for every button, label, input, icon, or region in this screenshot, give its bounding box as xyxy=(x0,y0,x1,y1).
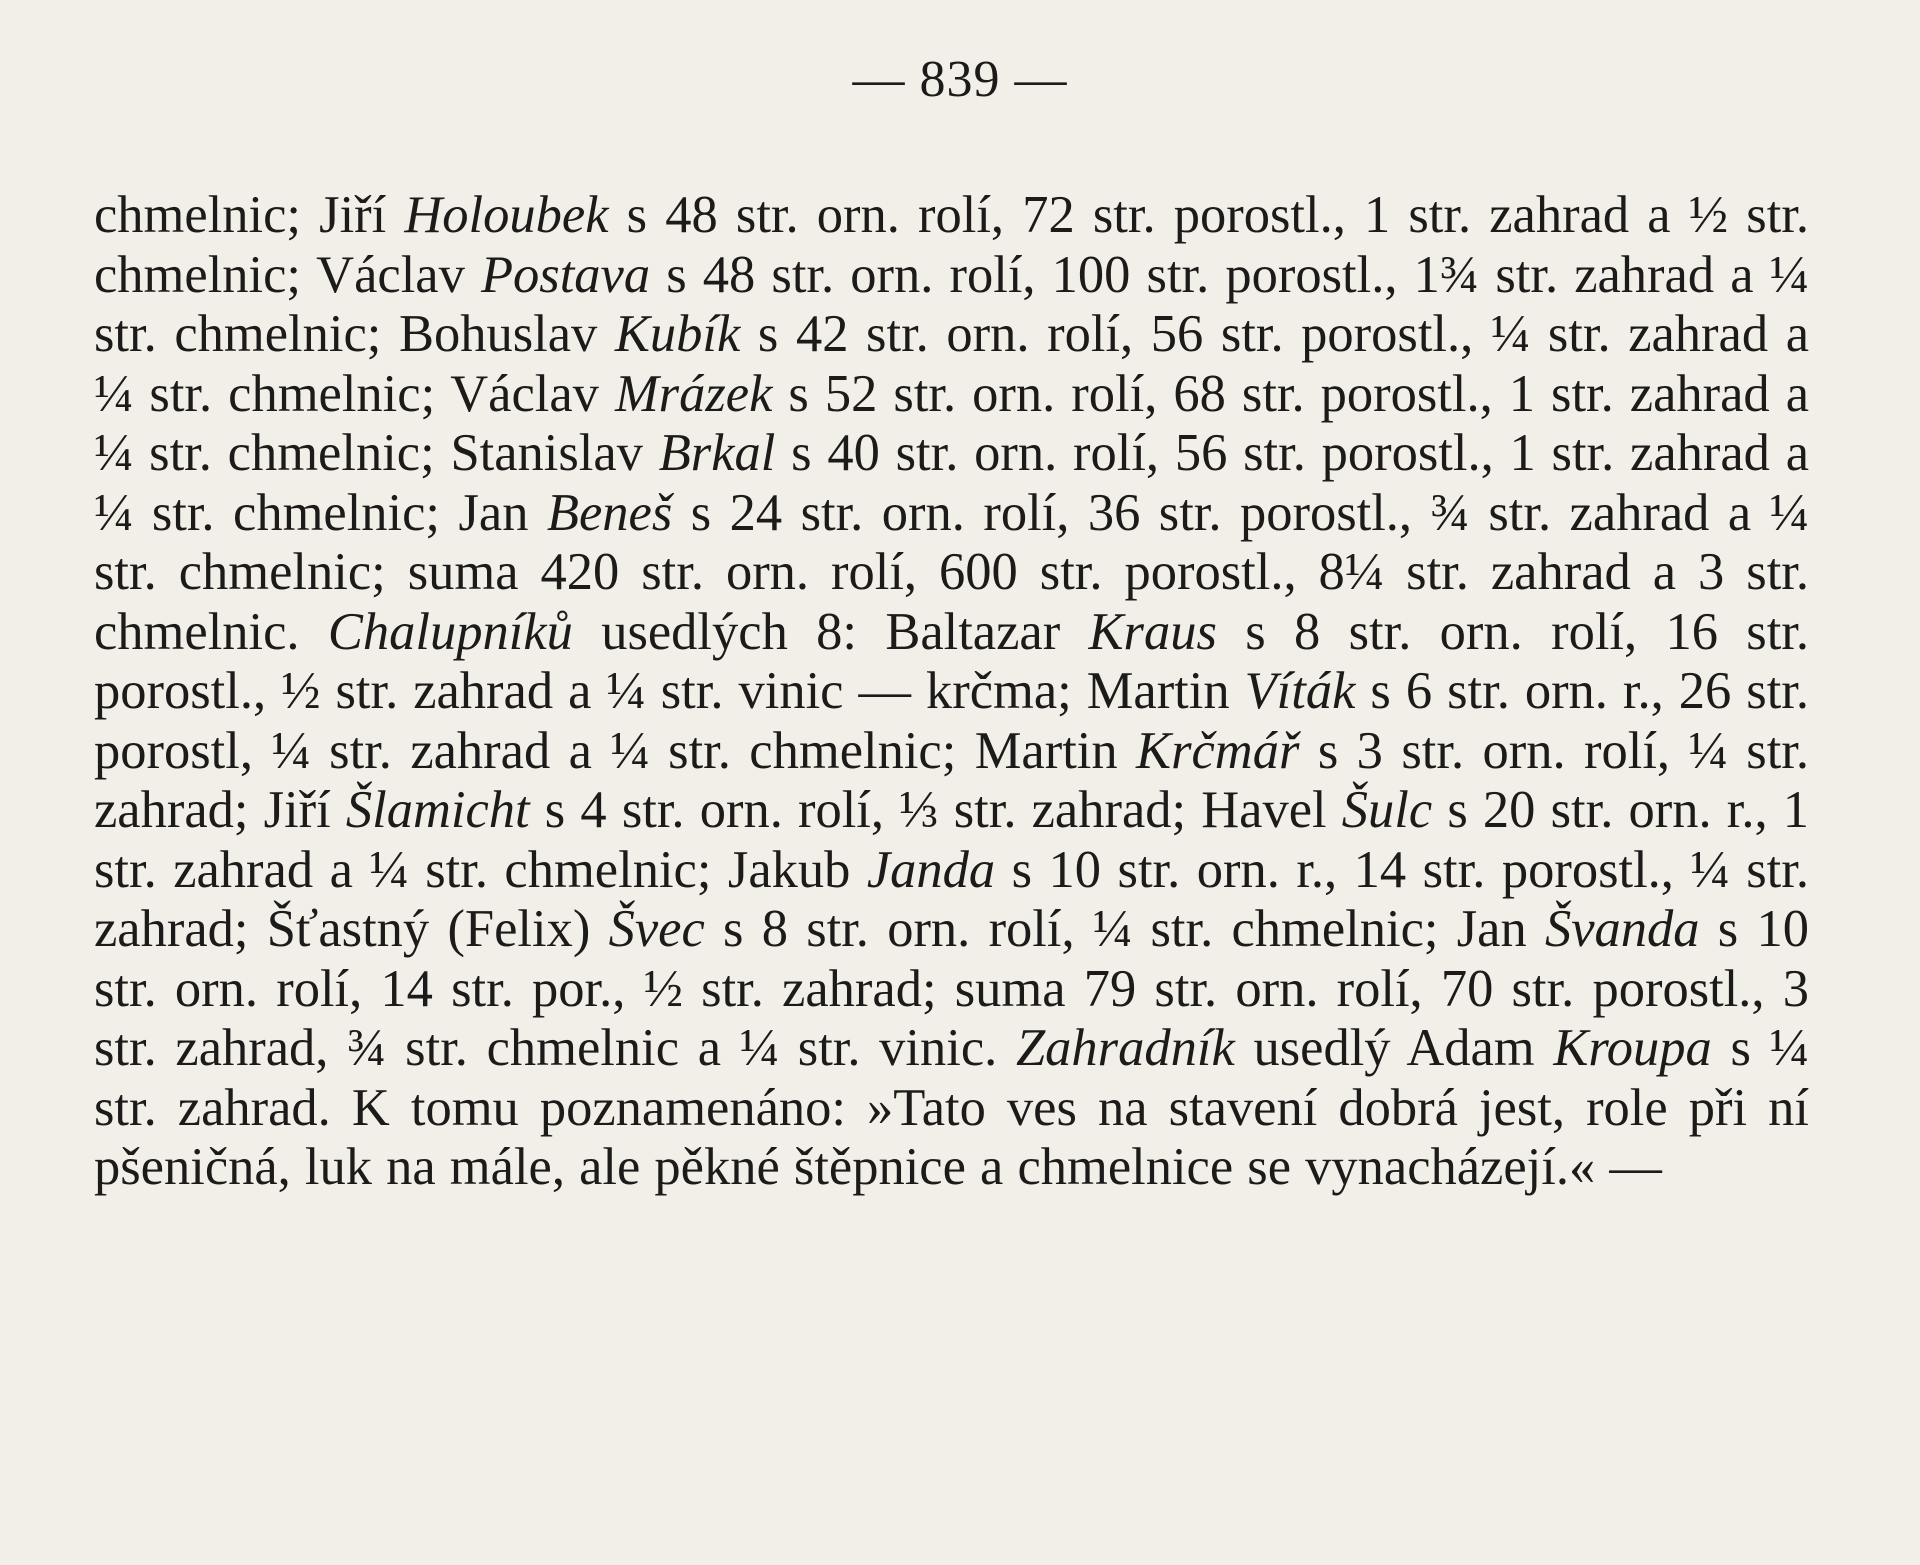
italic-name: Švec xyxy=(608,900,705,958)
italic-name: Beneš xyxy=(546,483,673,542)
italic-name: Krčmář xyxy=(1136,721,1300,780)
italic-name: Kubík xyxy=(614,305,741,363)
italic-name: Kraus xyxy=(1088,602,1217,661)
italic-name: Chalupníků xyxy=(327,602,573,661)
italic-name: Janda xyxy=(866,840,996,899)
body-paragraph: chmelnic; Jiří Holoubek s 48 str. orn. rolí, 72 str. porostl., 1 str. zahrad a ½ str. chmelnic; Václav Postava s 48 str. orn. rolí, 100 str. porostl., 1¾ str. zahrad a ¼ str. chmelnic; Bohuslav Kubík s 42 str. orn. rolí, 56 str. porostl., ¼ str. zahrad a ¼ str. chmelnic; Václav Mrázek s 52 str. orn. rolí, 68 str. porostl., 1 str. zahrad a ¼ str. chmelnic; Stanislav Brkal s 40 str. orn. rolí, 56 str. porostl., 1 str. zahrad a ¼ str. chmelnic; Jan Beneš s 24 str. orn. rolí, 36 str. porostl., ¾ str. zahrad a ¼ str. chmelnic; suma 420 str. orn. rolí, 600 str. porostl., 8¼ str. zahrad a 3 str. chmelnic. Chalupníků usedlých 8: Baltazar Kraus s 8 str. orn. rolí, 16 str. porostl., ½ str. zahrad a ¼ str. vinic — krčma; Martin Víták s 6 str. orn. r., 26 str. porostl, ¼ str. zahrad a ¼ str. chmelnic; Martin Krčmář s 3 str. orn. rolí, ¼ str. zahrad; Jiří Šlamicht s 4 str. orn. rolí, ⅓ str. zahrad; Havel Šulc s 20 str. orn. r., 1 str. zahrad a ¼ str. chmelnic; Jakub Janda s 10 str. orn. r., 14 str. porostl., ¼ str. zahrad; Šťastný (Felix) Švec s 8 str. orn. rolí, ¼ str. chmelnic; Jan Švanda s 10 str. orn. rolí, 14 str. por., ½ str. zahrad; suma 79 str. orn. rolí, 70 str. porostl., 3 str. zahrad, ¾ str. chmelnic a ¼ str. vinic. Zahradník usedlý Adam Kroupa s ¼ str. zahrad. K tomu poznamenáno: »Tato ves na stavení dobrá jest, role při ní pšeničná, luk na mále, ale pěkné štěpnice a chmelnice se vynacházejí.« — xyxy=(94,186,1810,1196)
italic-name: Šlamicht xyxy=(345,781,530,839)
italic-name: Holoubek xyxy=(404,186,609,244)
italic-name: Mrázek xyxy=(614,364,773,423)
italic-name: Víták xyxy=(1244,662,1356,720)
page-number: — 839 — xyxy=(852,51,1068,108)
italic-name: Brkal xyxy=(658,424,776,482)
italic-name: Zahradník xyxy=(1015,1019,1235,1077)
italic-name: Kroupa xyxy=(1553,1019,1712,1077)
italic-name: Švanda xyxy=(1544,900,1700,958)
italic-name: Šulc xyxy=(1341,781,1433,839)
italic-name: Postava xyxy=(480,245,651,304)
